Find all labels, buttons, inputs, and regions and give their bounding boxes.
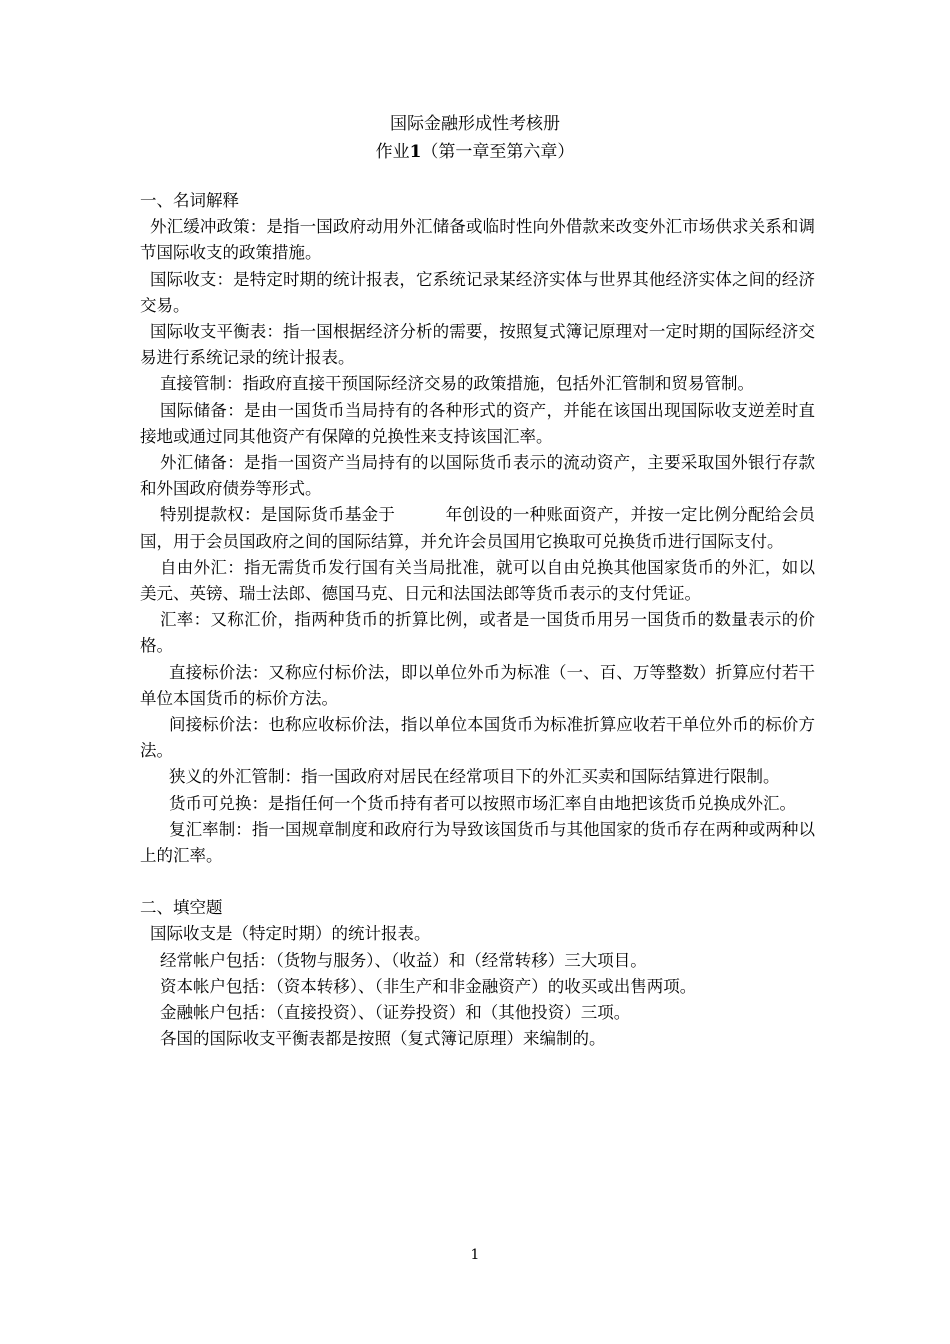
definition-paragraph: 自由外汇：指无需货币发行国有关当局批准，就可以自由兑换其他国家货币的外汇，如以美元、英镑、瑞士法郎、德国马克、日元和法国法郎等货币表示的支付凭证。: [140, 557, 815, 604]
definition-paragraph: 国际储备：是由一国货币当局持有的各种形式的资产，并能在该国出现国际收支逆差时直接地或通过同其他资产有保障的兑换性来支持该国汇率。: [140, 400, 815, 446]
subtitle-prefix: 作业: [375, 142, 410, 162]
section-gap: [140, 869, 815, 895]
fill-in-item: 资本帐户包括：（资本转移）、（非生产和非金融资产）的收买或出售两项。: [160, 976, 697, 996]
definition-paragraph: 狭义的外汇管制：指一国政府对居民在经常项目下的外汇买卖和国际结算进行限制。: [169, 767, 780, 787]
definition-paragraph: 国际收支：是特定时期的统计报表，它系统记录某经济实体与世界其他经济实体之间的经济交易。: [140, 269, 815, 315]
definition-paragraph: 复汇率制：指一国规章制度和政府行为导致该国货币与其他国家的货币存在两种或两种以上的汇率。: [140, 819, 815, 866]
definition-paragraph: 汇率：又称汇价，指两种货币的折算比例，或者是一国货币用另一国货币的数量表示的价格。: [140, 610, 815, 656]
definition-paragraph: 特别提款权：是国际货币基金于 年创设的一种账面资产，并按一定比例分配给会员国，用于会员国政府之间的国际结算，并允许会员国用它换取可兑换货币进行国际支付。: [140, 505, 815, 551]
section-heading-fill-in: 二、填空题: [140, 898, 223, 918]
page-number: 1: [470, 1247, 480, 1263]
section-heading-definitions: 一、名词解释: [140, 191, 239, 210]
document-subtitle: [0, 140, 950, 164]
definition-paragraph: 外汇缓冲政策：是指一国政府动用外汇储备或临时性向外借款来改变外汇市场供求关系和调节国际收支的政策措施。: [140, 217, 815, 263]
fill-in-item: 国际收支是（特定时期）的统计报表。: [150, 924, 431, 944]
definition-paragraph: 间接标价法：也称应收标价法，指以单位本国货币为标准折算应收若干单位外币的标价方法。: [140, 715, 815, 761]
subtitle-number: 1: [409, 142, 422, 162]
definition-paragraph: 国际收支平衡表：指一国根据经济分析的需要，按照复式簿记原理对一定时期的国际经济交易进行系统记录的统计报表。: [140, 322, 815, 368]
fill-in-item: 金融帐户包括：（直接投资）、（证券投资）和（其他投资）三项。: [160, 1003, 631, 1023]
subtitle-suffix: （第一章至第六章）: [421, 142, 575, 162]
definition-paragraph: 货币可兑换：是指任何一个货币持有者可以按照市场汇率自由地把该货币兑换成外汇。: [169, 793, 796, 813]
fill-in-item: 各国的国际收支平衡表都是按照（复式簿记原理）来编制的。: [160, 1029, 606, 1049]
document-body: [140, 188, 815, 1053]
document-title: 国际金融形成性考核册: [390, 114, 560, 134]
fill-in-item: 经常帐户包括：（货物与服务）、（收益）和（经常转移）三大项目。: [160, 950, 647, 970]
definition-paragraph: 直接管制：指政府直接干预国际经济交易的政策措施，包括外汇管制和贸易管制。: [160, 374, 754, 394]
definition-paragraph: 外汇储备：是指一国资产当局持有的以国际货币表示的流动资产，主要采取国外银行存款和外国政府债券等形式。: [140, 453, 815, 499]
definition-paragraph: 直接标价法：又称应付标价法，即以单位外币为标准（一、百、万等整数）折算应付若干单位本国货币的标价方法。: [140, 662, 815, 708]
